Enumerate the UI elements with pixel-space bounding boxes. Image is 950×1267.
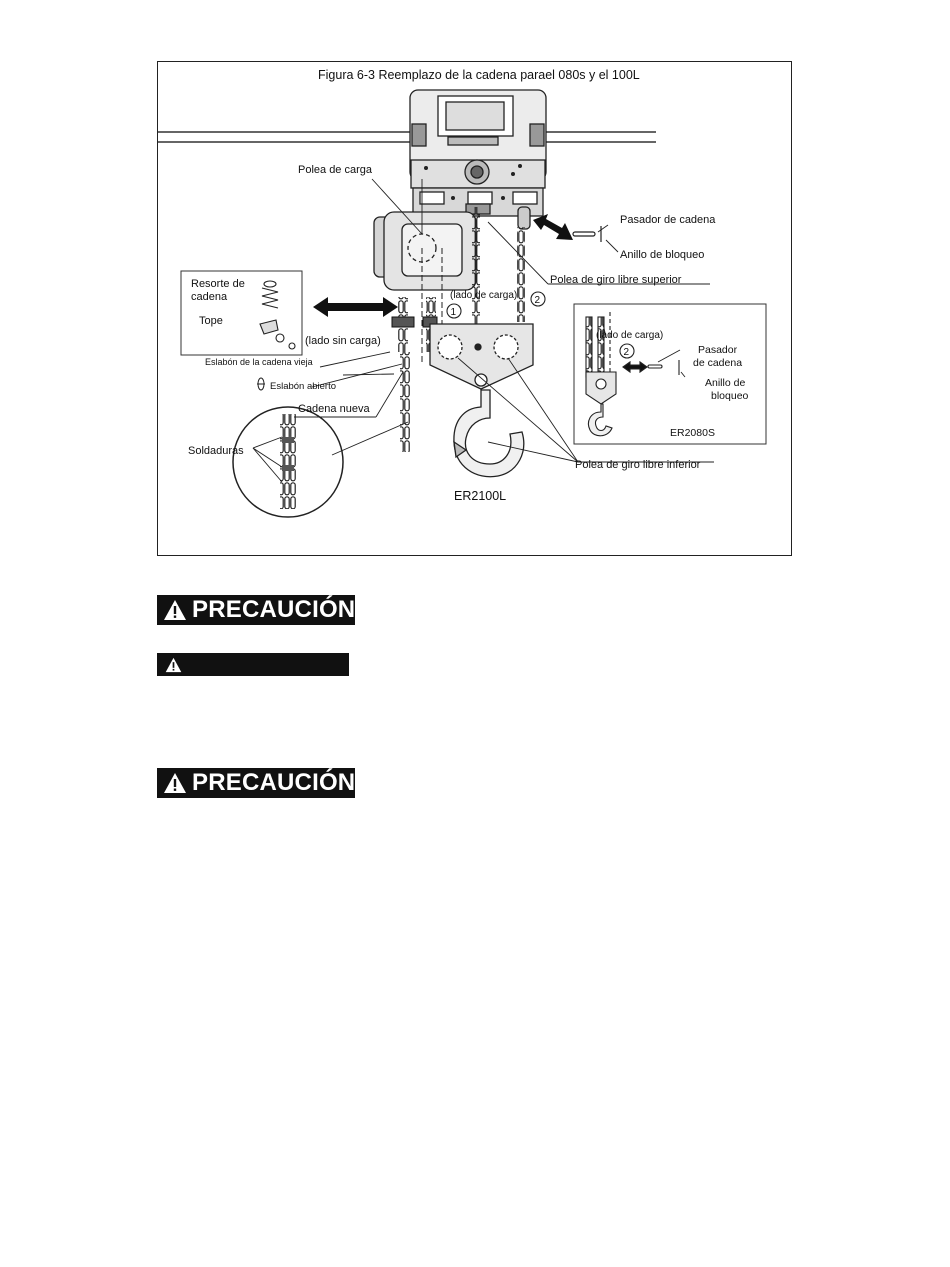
open-link-icon <box>257 378 265 390</box>
label-model-main: ER2100L <box>454 489 507 503</box>
label-cadena-nueva: Cadena nueva <box>298 403 370 415</box>
caution-label-3: PRECAUCIÓN <box>192 769 356 796</box>
label-polea-superior: Polea de giro libre superior <box>550 274 682 286</box>
label-polea-carga: Polea de carga <box>298 164 372 176</box>
label-lado-carga: (lado de carga) <box>450 290 518 301</box>
marker-1-label: 1 <box>450 307 457 318</box>
label-eslabon-vieja: Eslabón de la cadena vieja <box>205 357 313 367</box>
figure-caption: Figura 6-3 Reemplazo de la cadena parael 080s y el 100L <box>318 68 640 82</box>
new-chain <box>400 352 410 452</box>
label-polea-inferior: Polea de giro libre inferior <box>575 459 701 471</box>
caution-label-1: PRECAUCIÓN <box>192 596 356 623</box>
inset-label-pasador-1: Pasador <box>698 344 738 356</box>
inset-label-anillo-2: bloqueo <box>711 390 749 402</box>
inset-label-pasador-2: de cadena <box>693 357 743 369</box>
label-soldaduras: Soldaduras <box>188 445 244 457</box>
label-pasador-cadena: Pasador de cadena <box>620 214 716 226</box>
hoist-diagram <box>158 62 793 557</box>
figure-6-3 <box>157 61 792 556</box>
label-tope: Tope <box>199 315 223 327</box>
warning-triangle-icon <box>163 772 187 794</box>
label-lado-sin-carga: (lado sin carga) <box>305 335 381 347</box>
inset-label-anillo-1: Anillo de <box>705 377 746 389</box>
marker-2-label: 2 <box>534 295 541 306</box>
label-eslabon-abierto: Eslabón abierto <box>270 381 337 392</box>
label-resorte-1: Resorte de <box>191 278 245 290</box>
motor <box>374 212 476 290</box>
caution-banner-1 <box>157 595 355 625</box>
caution-banner-3 <box>157 768 355 798</box>
label-anillo-bloqueo: Anillo de bloqueo <box>620 249 705 261</box>
warning-triangle-icon <box>163 599 187 621</box>
caution-banner-2 <box>157 653 349 676</box>
warning-triangle-icon <box>165 657 182 673</box>
weld-closeup <box>233 407 343 517</box>
inset-label-model: ER2080S <box>670 427 715 439</box>
label-resorte-2: cadena <box>191 291 228 303</box>
bottom-hook-block <box>430 324 533 477</box>
inset-marker-2-label: 2 <box>623 347 630 358</box>
inset-label-lado-carga: (lado de carga) <box>596 330 664 341</box>
rail <box>158 132 656 142</box>
